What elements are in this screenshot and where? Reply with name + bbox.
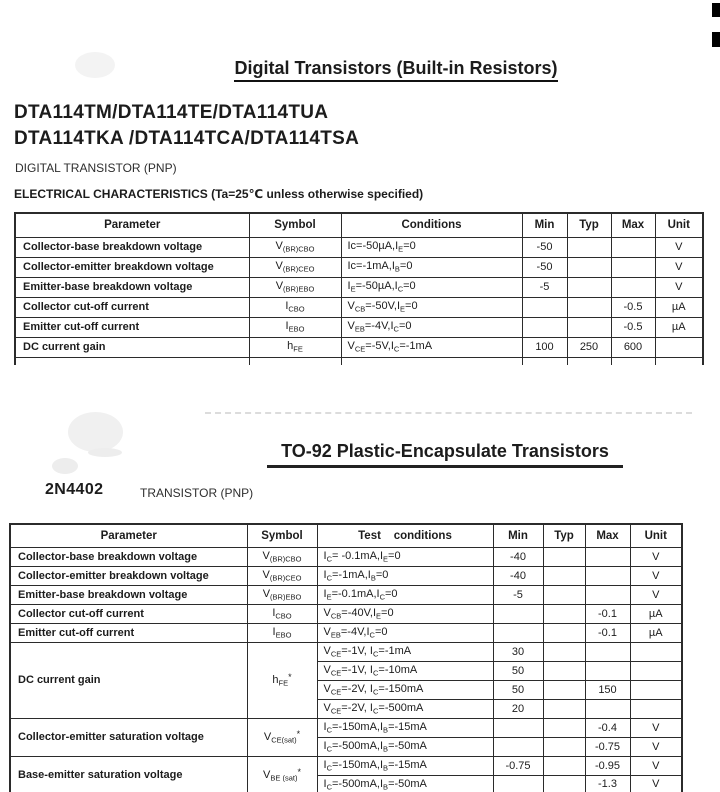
cell-conditions: $V_{CE}=-1V$, $I_C=-10mA$ (317, 661, 493, 680)
cell-parameter: DC current gain (15, 337, 249, 357)
cell-symbol: $V_{(BR)CEO}$ (247, 566, 317, 585)
2n4402-characteristics-table (9, 523, 683, 792)
cell-parameter: Emitter-base breakdown voltage (10, 585, 247, 604)
cell-max (585, 547, 630, 566)
cell-conditions: $I_C= -0.1mA,I_E=0$ (317, 547, 493, 566)
cell-typ (543, 623, 585, 642)
cell-conditions: $I_C=-1mA,I_B=0$ (317, 566, 493, 585)
device-type-label: DIGITAL TRANSISTOR (PNP) (15, 161, 177, 175)
cell-conditions: $I_C=-150mA,I_B=-15mA$ (317, 718, 493, 737)
cell-min (493, 737, 543, 756)
cell-unit: V (630, 566, 682, 585)
dta114-characteristics-table (14, 212, 704, 365)
row-collector-emitter-breakdown (15, 257, 703, 277)
cell-typ (543, 680, 585, 699)
cell-parameter: Collector cut-off current (10, 604, 247, 623)
cell-min (493, 775, 543, 792)
cell-max (585, 566, 630, 585)
cell-conditions: $I_E=-0.1mA,I_C=0$ (317, 585, 493, 604)
column-header-min: Min (493, 524, 543, 547)
cell-min (493, 604, 543, 623)
cell-typ (543, 699, 585, 718)
cell-max: 150 (585, 680, 630, 699)
cell-min: 50 (493, 680, 543, 699)
cell-unit (630, 642, 682, 661)
cell-unit: V (655, 237, 703, 257)
cell-typ (567, 237, 611, 257)
cell-empty (249, 357, 341, 365)
device-type-label: TRANSISTOR (PNP) (140, 486, 254, 500)
cell-typ (543, 642, 585, 661)
cell-min (493, 623, 543, 642)
scan-artifact-dashed-line (205, 412, 692, 414)
cell-max: -0.1 (585, 604, 630, 623)
cell-symbol: $V_{(BR)CBO}$ (247, 547, 317, 566)
section-title-digital-transistors (36, 58, 720, 79)
page-edge-mark-1 (712, 3, 720, 17)
column-header-unit: Unit (630, 524, 682, 547)
cell-typ (543, 585, 585, 604)
cell-typ: 250 (567, 337, 611, 357)
cell-conditions: $V_{CE}=-2V$, $I_C=-150mA$ (317, 680, 493, 699)
cell-conditions: $V_{EB}=-4V,I_C=0$ (341, 317, 522, 337)
cell-unit: V (630, 718, 682, 737)
cell-parameter: DC current gain (10, 642, 247, 718)
column-header-symbol: Symbol (249, 213, 341, 237)
cell-min: 30 (493, 642, 543, 661)
part-number-2n4402: 2N4402 (45, 481, 104, 498)
cell-typ (567, 257, 611, 277)
cell-parameter: Collector-base breakdown voltage (10, 547, 247, 566)
row-collector-base-breakdown (10, 547, 682, 566)
section-title-text: Digital Transistors (Built-in Resistors) (234, 58, 557, 82)
column-header-min: Min (522, 213, 567, 237)
column-header-max: Max (585, 524, 630, 547)
cell-empty (15, 357, 249, 365)
cell-typ (543, 737, 585, 756)
cell-unit: V (655, 257, 703, 277)
cell-unit: V (630, 756, 682, 775)
cell-parameter: Emitter cut-off current (15, 317, 249, 337)
cell-symbol: $V_{CE(sat)}^*$ (247, 718, 317, 756)
row-emitter-cutoff-current (10, 623, 682, 642)
cell-max: -0.4 (585, 718, 630, 737)
cell-min: 20 (493, 699, 543, 718)
cell-max: -0.5 (611, 317, 655, 337)
column-header-typ: Typ (543, 524, 585, 547)
row-vbe-sat-1 (10, 756, 682, 775)
column-header-parameter: Parameter (10, 524, 247, 547)
cell-empty (341, 357, 522, 365)
cell-unit: µA (630, 604, 682, 623)
cell-min: -0.75 (493, 756, 543, 775)
column-header-symbol: Symbol (247, 524, 317, 547)
cell-max (611, 277, 655, 297)
cell-max (585, 585, 630, 604)
cell-parameter: Collector cut-off current (15, 297, 249, 317)
header-row (10, 524, 682, 547)
scan-artifact-blob (52, 458, 78, 474)
cell-min: -50 (522, 237, 567, 257)
cell-min (493, 718, 543, 737)
cell-conditions: $V_{EB}=-4V,I_C=0$ (317, 623, 493, 642)
cell-parameter: Collector-emitter saturation voltage (10, 718, 247, 756)
cell-empty (567, 357, 611, 365)
cell-conditions: $V_{CB}=-50V,I_E=0$ (341, 297, 522, 317)
cell-unit (630, 699, 682, 718)
cell-unit: V (630, 585, 682, 604)
cell-unit (630, 680, 682, 699)
column-header-unit: Unit (655, 213, 703, 237)
cell-unit: V (630, 737, 682, 756)
cell-typ (567, 277, 611, 297)
cell-conditions: $I_E=-50\mu A,I_C=0$ (341, 277, 522, 297)
cell-min: 50 (493, 661, 543, 680)
cell-typ (543, 756, 585, 775)
part-numbers-line-2: DTA114TKA /DTA114TCA/DTA114TSA (14, 128, 360, 149)
cell-unit: V (630, 775, 682, 792)
cell-min: -5 (493, 585, 543, 604)
cell-conditions: $V_{CE}=-2V$, $I_C=-500mA$ (317, 699, 493, 718)
cell-parameter: Emitter-base breakdown voltage (15, 277, 249, 297)
header-row (15, 213, 703, 237)
cell-max: -0.95 (585, 756, 630, 775)
cell-symbol: $V_{(BR)EBO}$ (249, 277, 341, 297)
cell-symbol: $V_{(BR)CBO}$ (249, 237, 341, 257)
row-dc-current-gain (15, 337, 703, 357)
cell-conditions: $I_C=-150mA,I_B=-15mA$ (317, 756, 493, 775)
cell-symbol: $V_{(BR)CEO}$ (249, 257, 341, 277)
page-edge-mark-2 (712, 32, 720, 47)
cell-typ (543, 661, 585, 680)
cell-min: -40 (493, 547, 543, 566)
cell-unit: µA (630, 623, 682, 642)
truncated-row (15, 357, 703, 365)
cell-conditions: $Ic=-1mA,I_B=0$ (341, 257, 522, 277)
2n4402-table-container (9, 523, 683, 792)
cell-empty (522, 357, 567, 365)
column-header-max: Max (611, 213, 655, 237)
cell-max (585, 699, 630, 718)
cell-parameter: Collector-emitter breakdown voltage (15, 257, 249, 277)
cell-typ (567, 297, 611, 317)
cell-symbol: $V_{BE (sat)}^*$ (247, 756, 317, 792)
cell-min: -50 (522, 257, 567, 277)
part-numbers-line-1: DTA114TM/DTA114TE/DTA114TUA (14, 102, 329, 123)
cell-typ (543, 547, 585, 566)
cell-max (585, 661, 630, 680)
cell-symbol: $I_{EBO}$ (247, 623, 317, 642)
cell-typ (543, 604, 585, 623)
section-title-to92 (85, 441, 720, 462)
cell-symbol: $V_{(BR)EBO}$ (247, 585, 317, 604)
row-collector-cutoff-current (10, 604, 682, 623)
row-vce-sat-1 (10, 718, 682, 737)
cell-unit: V (655, 277, 703, 297)
cell-typ (543, 566, 585, 585)
cell-max (611, 257, 655, 277)
cell-typ (543, 775, 585, 792)
cell-typ (567, 317, 611, 337)
cell-min: -5 (522, 277, 567, 297)
column-header-parameter: Parameter (15, 213, 249, 237)
cell-conditions: $V_{CE}=-5V,I_C=-1mA$ (341, 337, 522, 357)
cell-typ (543, 718, 585, 737)
row-collector-base-breakdown (15, 237, 703, 257)
row-collector-emitter-breakdown (10, 566, 682, 585)
cell-min: -40 (493, 566, 543, 585)
cell-symbol: $I_{CBO}$ (247, 604, 317, 623)
cell-min (522, 317, 567, 337)
row-dc-current-gain-1 (10, 642, 682, 661)
electrical-characteristics-heading: ELECTRICAL CHARACTERISTICS (Ta=25℃ unless otherwise specified) (14, 187, 424, 201)
cell-max (585, 642, 630, 661)
cell-max: -0.1 (585, 623, 630, 642)
cell-unit: µA (655, 297, 703, 317)
cell-max: -0.75 (585, 737, 630, 756)
section-title-text: TO-92 Plastic-Encapsulate Transistors (267, 441, 623, 468)
column-header-test-conditions: Test conditions (317, 524, 493, 547)
cell-empty (611, 357, 655, 365)
column-header-typ: Typ (567, 213, 611, 237)
cell-symbol: $I_{EBO}$ (249, 317, 341, 337)
cell-max: 600 (611, 337, 655, 357)
cell-max: -0.5 (611, 297, 655, 317)
cell-unit: µA (655, 317, 703, 337)
cell-unit (655, 337, 703, 357)
cell-symbol: $h_{FE}$ (249, 337, 341, 357)
cell-max: -1.3 (585, 775, 630, 792)
row-emitter-base-breakdown (15, 277, 703, 297)
cell-symbol: $I_{CBO}$ (249, 297, 341, 317)
row-emitter-base-breakdown (10, 585, 682, 604)
cell-empty (655, 357, 703, 365)
cell-parameter: Emitter cut-off current (10, 623, 247, 642)
row-emitter-cutoff-current (15, 317, 703, 337)
cell-conditions: $V_{CB}=-40V,I_E=0$ (317, 604, 493, 623)
cell-conditions: $Ic=-50\mu A,I_E=0$ (341, 237, 522, 257)
cell-conditions: $V_{CE}=-1V$, $I_C=-1mA$ (317, 642, 493, 661)
cell-unit: V (630, 547, 682, 566)
column-header-conditions: Conditions (341, 213, 522, 237)
row-collector-cutoff-current (15, 297, 703, 317)
dta114-table-container (14, 212, 704, 365)
cell-unit (630, 661, 682, 680)
cell-conditions: $I_C=-500mA,I_B=-50mA$ (317, 775, 493, 792)
cell-max (611, 237, 655, 257)
cell-parameter: Collector-base breakdown voltage (15, 237, 249, 257)
cell-symbol: $h_{FE}^*$ (247, 642, 317, 718)
cell-parameter: Base-emitter saturation voltage (10, 756, 247, 792)
cell-min: 100 (522, 337, 567, 357)
cell-min (522, 297, 567, 317)
cell-conditions: $I_C=-500mA,I_B=-50mA$ (317, 737, 493, 756)
cell-parameter: Collector-emitter breakdown voltage (10, 566, 247, 585)
